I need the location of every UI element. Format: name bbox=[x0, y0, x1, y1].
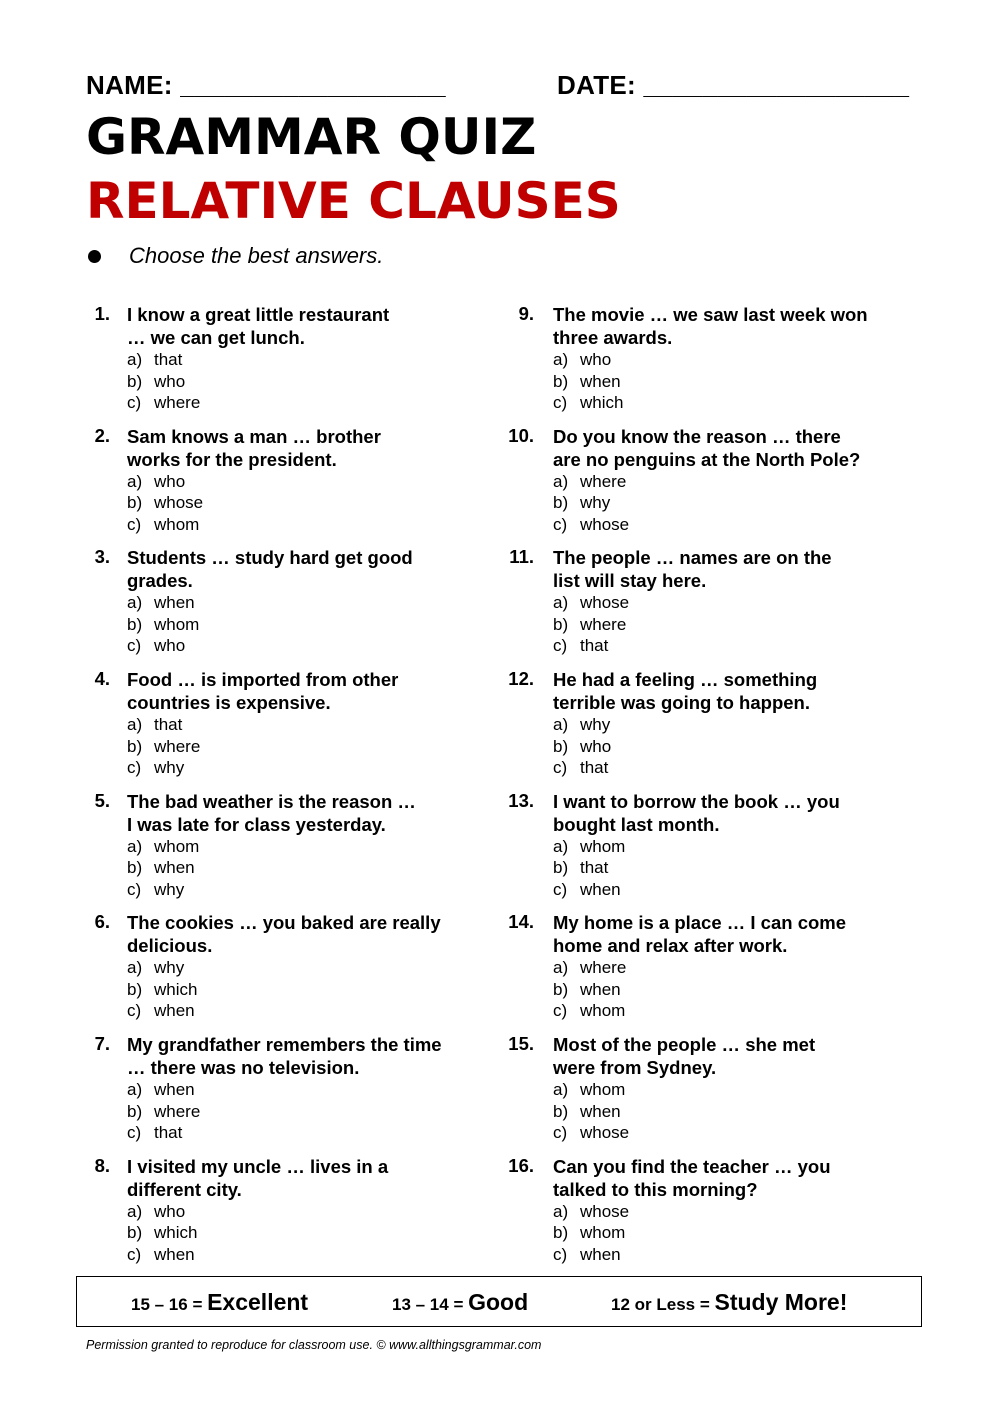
option-text: when bbox=[580, 979, 621, 999]
question-body bbox=[127, 1155, 487, 1266]
option-text: who bbox=[154, 636, 186, 656]
question-body bbox=[553, 790, 903, 901]
option-text: when bbox=[580, 879, 621, 899]
question-number: 8. bbox=[94, 1154, 110, 1176]
option-letter: a) bbox=[553, 1080, 569, 1100]
question-number: 6. bbox=[94, 911, 110, 933]
option-text: whom bbox=[580, 836, 626, 856]
option-letter: a) bbox=[127, 350, 143, 369]
option-letter: b) bbox=[127, 736, 143, 756]
option-text: that bbox=[580, 758, 609, 778]
answer-option[interactable] bbox=[553, 736, 903, 758]
question-text: Students … study hard get good grades. bbox=[127, 547, 413, 592]
question-text: The bad weather is the reason … I was late for class yesterday. bbox=[127, 790, 416, 835]
question-number: 11. bbox=[509, 546, 534, 568]
answer-option[interactable] bbox=[553, 957, 903, 979]
footer-permission: Permission granted to reproduce for classroom use. © www.allthingsgrammar.com bbox=[86, 1338, 542, 1352]
score-label: Good bbox=[468, 1289, 529, 1315]
answer-option[interactable] bbox=[553, 514, 903, 536]
question-text: Can you find the teacher … you talked to this morning? bbox=[553, 1155, 831, 1200]
question-number: 16. bbox=[508, 1154, 534, 1176]
score-excellent bbox=[131, 1289, 308, 1316]
score-label: Study More! bbox=[714, 1289, 848, 1315]
option-letter: a) bbox=[127, 593, 143, 613]
score-range: 13 – 14 = bbox=[392, 1295, 469, 1314]
answer-option[interactable] bbox=[127, 371, 487, 393]
question-text: The cookies … you baked are really delicious. bbox=[127, 912, 441, 957]
option-text: which bbox=[580, 393, 624, 412]
option-letter: c) bbox=[553, 1244, 568, 1264]
answer-option[interactable] bbox=[127, 979, 487, 1001]
question-item bbox=[500, 546, 920, 668]
answer-option[interactable] bbox=[127, 514, 487, 536]
option-text: whom bbox=[154, 514, 200, 534]
question-item bbox=[86, 790, 506, 912]
option-text: which bbox=[154, 1223, 198, 1243]
answer-option[interactable] bbox=[127, 957, 487, 979]
option-letter: b) bbox=[553, 1101, 569, 1121]
answer-option[interactable] bbox=[127, 392, 487, 414]
answer-option[interactable] bbox=[553, 635, 903, 657]
option-letter: a) bbox=[553, 350, 569, 369]
question-body bbox=[553, 911, 903, 1022]
option-text: whose bbox=[580, 593, 630, 613]
option-letter: a) bbox=[553, 836, 569, 856]
question-body bbox=[553, 668, 903, 779]
option-text: when bbox=[580, 1101, 621, 1121]
answer-option[interactable] bbox=[553, 857, 903, 879]
question-body bbox=[127, 546, 487, 657]
answer-option[interactable] bbox=[127, 1222, 487, 1244]
bullet-icon bbox=[88, 250, 101, 263]
option-letter: c) bbox=[127, 514, 142, 534]
option-text: when bbox=[154, 593, 195, 613]
answer-option[interactable] bbox=[127, 492, 487, 514]
option-letter: a) bbox=[127, 471, 143, 491]
option-text: why bbox=[154, 879, 185, 899]
question-item bbox=[500, 425, 920, 547]
score-study-more bbox=[611, 1289, 847, 1316]
answer-option[interactable] bbox=[553, 836, 903, 858]
option-letter: a) bbox=[127, 1201, 143, 1221]
question-item bbox=[86, 668, 506, 790]
option-text: whom bbox=[154, 836, 200, 856]
question-text: The people … names are on the list will stay here. bbox=[553, 547, 832, 592]
question-text: My home is a place … I can come home and relax after work. bbox=[553, 912, 847, 957]
answer-option[interactable] bbox=[553, 1079, 903, 1101]
question-text: I want to borrow the book … you bought last month. bbox=[553, 790, 840, 835]
option-text: where bbox=[580, 471, 627, 491]
option-text: why bbox=[580, 715, 611, 735]
answer-option[interactable] bbox=[127, 592, 487, 614]
option-text: when bbox=[154, 1080, 195, 1100]
question-number: 9. bbox=[518, 303, 534, 324]
answer-option[interactable] bbox=[553, 392, 903, 414]
option-letter: c) bbox=[127, 758, 142, 778]
question-number: 13. bbox=[508, 789, 534, 811]
question-body bbox=[553, 425, 903, 536]
answer-option[interactable] bbox=[553, 1244, 903, 1266]
question-body bbox=[127, 668, 487, 779]
question-item bbox=[500, 303, 920, 425]
answer-option[interactable] bbox=[553, 1201, 903, 1223]
answer-option[interactable] bbox=[127, 635, 487, 657]
option-letter: b) bbox=[127, 1101, 143, 1121]
option-letter: a) bbox=[127, 958, 143, 978]
option-text: that bbox=[580, 636, 609, 656]
question-number: 5. bbox=[94, 789, 110, 811]
answer-option[interactable] bbox=[553, 614, 903, 636]
answer-option[interactable] bbox=[127, 349, 487, 371]
question-text: He had a feeling … something terrible was going to happen. bbox=[553, 669, 818, 714]
option-text: where bbox=[154, 736, 201, 756]
option-letter: c) bbox=[127, 1244, 142, 1264]
option-letter: a) bbox=[553, 1201, 569, 1221]
option-letter: c) bbox=[127, 1001, 142, 1021]
option-text: whose bbox=[580, 1123, 630, 1143]
score-legend bbox=[76, 1276, 922, 1327]
question-item bbox=[86, 303, 506, 425]
option-text: who bbox=[580, 350, 612, 369]
question-body bbox=[553, 1155, 903, 1266]
option-text: whose bbox=[580, 514, 630, 534]
option-text: who bbox=[154, 1201, 186, 1221]
name-field-label: NAME: __________________ bbox=[86, 70, 446, 100]
option-letter: a) bbox=[553, 471, 569, 491]
option-text: that bbox=[154, 1123, 183, 1143]
question-item bbox=[86, 1155, 506, 1277]
question-text: The movie … we saw last week won three awards. bbox=[553, 304, 868, 348]
option-text: who bbox=[154, 471, 186, 491]
answer-option[interactable] bbox=[127, 1079, 487, 1101]
question-text: Sam knows a man … brother works for the president. bbox=[127, 425, 381, 470]
option-text: whose bbox=[154, 493, 204, 513]
question-body bbox=[553, 1033, 903, 1144]
score-range: 15 – 16 = bbox=[131, 1295, 208, 1314]
answer-option[interactable] bbox=[127, 736, 487, 758]
answer-option[interactable] bbox=[127, 1201, 487, 1223]
option-letter: c) bbox=[553, 514, 568, 534]
option-letter: c) bbox=[127, 636, 142, 656]
question-text: I visited my uncle … lives in a different city. bbox=[127, 1155, 389, 1200]
option-text: why bbox=[580, 493, 611, 513]
option-text: that bbox=[154, 350, 183, 369]
question-body bbox=[553, 303, 903, 414]
question-text: My grandfather remembers the time … there was no television. bbox=[127, 1034, 442, 1079]
question-body bbox=[553, 546, 903, 657]
option-text: when bbox=[154, 1001, 195, 1021]
option-text: when bbox=[154, 858, 195, 878]
answer-option[interactable] bbox=[553, 471, 903, 493]
answer-option[interactable] bbox=[127, 836, 487, 858]
score-range: 12 or Less = bbox=[611, 1295, 715, 1314]
answer-option[interactable] bbox=[127, 1244, 487, 1266]
answer-option[interactable] bbox=[127, 714, 487, 736]
option-letter: c) bbox=[553, 879, 568, 899]
question-item bbox=[86, 425, 506, 547]
option-text: that bbox=[580, 858, 609, 878]
option-text: whom bbox=[154, 614, 200, 634]
option-letter: b) bbox=[127, 979, 143, 999]
option-text: that bbox=[154, 715, 183, 735]
question-body bbox=[127, 790, 487, 901]
option-text: when bbox=[154, 1244, 195, 1264]
option-letter: c) bbox=[553, 636, 568, 656]
question-item bbox=[500, 790, 920, 912]
answer-option[interactable] bbox=[127, 857, 487, 879]
answer-option[interactable] bbox=[127, 1122, 487, 1144]
answer-option[interactable] bbox=[127, 1000, 487, 1022]
question-body bbox=[127, 303, 487, 414]
question-number: 14. bbox=[508, 911, 534, 933]
option-letter: c) bbox=[553, 1123, 568, 1143]
question-number: 4. bbox=[94, 668, 110, 690]
question-body bbox=[127, 1033, 487, 1144]
option-text: who bbox=[580, 736, 612, 756]
answer-option[interactable] bbox=[127, 757, 487, 779]
question-body bbox=[127, 425, 487, 536]
option-letter: a) bbox=[553, 593, 569, 613]
option-letter: c) bbox=[127, 393, 142, 412]
question-number: 7. bbox=[94, 1033, 110, 1055]
answer-option[interactable] bbox=[553, 1101, 903, 1123]
answer-option[interactable] bbox=[553, 492, 903, 514]
answer-option[interactable] bbox=[553, 757, 903, 779]
option-letter: b) bbox=[553, 858, 569, 878]
option-letter: b) bbox=[553, 493, 569, 513]
score-label: Excellent bbox=[207, 1289, 309, 1315]
page-subtitle: RELATIVE CLAUSES bbox=[86, 172, 621, 230]
answer-option[interactable] bbox=[553, 1122, 903, 1144]
option-letter: b) bbox=[127, 858, 143, 878]
answer-option[interactable] bbox=[127, 1101, 487, 1123]
question-number: 2. bbox=[94, 424, 110, 446]
question-column-right bbox=[500, 303, 920, 1277]
option-letter: b) bbox=[127, 614, 143, 634]
question-number: 10. bbox=[508, 424, 534, 446]
question-text: Food … is imported from other countries is expensive. bbox=[127, 669, 399, 714]
option-text: why bbox=[154, 758, 185, 778]
question-text: Do you know the reason … there are no penguins at the North Pole? bbox=[553, 425, 861, 470]
option-text: whom bbox=[580, 1080, 626, 1100]
option-letter: b) bbox=[553, 979, 569, 999]
option-letter: b) bbox=[553, 614, 569, 634]
question-item bbox=[86, 911, 506, 1033]
answer-option[interactable] bbox=[127, 471, 487, 493]
option-letter: a) bbox=[127, 715, 143, 735]
answer-option[interactable] bbox=[553, 1000, 903, 1022]
option-letter: a) bbox=[127, 1080, 143, 1100]
question-item bbox=[86, 1033, 506, 1155]
answer-option[interactable] bbox=[553, 1222, 903, 1244]
question-item bbox=[500, 668, 920, 790]
question-item bbox=[500, 1033, 920, 1155]
question-text: I know a great little restaurant … we can get lunch. bbox=[127, 304, 390, 348]
answer-option[interactable] bbox=[127, 614, 487, 636]
answer-option[interactable] bbox=[127, 879, 487, 901]
option-letter: a) bbox=[127, 836, 143, 856]
question-column-left bbox=[86, 303, 506, 1277]
option-text: whose bbox=[580, 1201, 630, 1221]
option-letter: a) bbox=[553, 715, 569, 735]
instruction-text: Choose the best answers. bbox=[129, 243, 384, 268]
answer-option[interactable] bbox=[553, 592, 903, 614]
question-item bbox=[500, 911, 920, 1033]
option-text: where bbox=[154, 1101, 201, 1121]
question-item bbox=[500, 1155, 920, 1277]
option-letter: b) bbox=[127, 371, 143, 391]
option-text: which bbox=[154, 979, 198, 999]
option-letter: c) bbox=[553, 1001, 568, 1021]
option-text: who bbox=[154, 371, 186, 391]
option-letter: c) bbox=[553, 758, 568, 778]
question-number: 15. bbox=[508, 1033, 534, 1055]
question-number: 3. bbox=[94, 546, 110, 568]
answer-option[interactable] bbox=[553, 349, 903, 371]
option-text: when bbox=[580, 1244, 621, 1264]
date-field-label: DATE: __________________ bbox=[557, 70, 910, 100]
question-number: 12. bbox=[508, 668, 534, 690]
option-letter: b) bbox=[553, 371, 569, 391]
option-text: whom bbox=[580, 1001, 626, 1021]
answer-option[interactable] bbox=[553, 979, 903, 1001]
option-text: where bbox=[154, 393, 201, 412]
option-letter: b) bbox=[127, 493, 143, 513]
option-text: why bbox=[154, 958, 185, 978]
option-letter: c) bbox=[127, 879, 142, 899]
score-good bbox=[392, 1289, 528, 1316]
option-letter: b) bbox=[553, 1223, 569, 1243]
option-letter: c) bbox=[127, 1123, 142, 1143]
option-text: whom bbox=[580, 1223, 626, 1243]
answer-option[interactable] bbox=[553, 371, 903, 393]
option-text: where bbox=[580, 614, 627, 634]
page-title: GRAMMAR QUIZ bbox=[86, 108, 537, 166]
option-letter: b) bbox=[553, 736, 569, 756]
answer-option[interactable] bbox=[553, 879, 903, 901]
option-letter: b) bbox=[127, 1223, 143, 1243]
question-body bbox=[127, 911, 487, 1022]
answer-option[interactable] bbox=[553, 714, 903, 736]
option-text: where bbox=[580, 958, 627, 978]
question-number: 1. bbox=[94, 303, 110, 324]
option-text: when bbox=[580, 371, 621, 391]
question-text: Most of the people … she met were from Sydney. bbox=[553, 1034, 816, 1079]
instruction bbox=[86, 243, 383, 269]
question-item bbox=[86, 546, 506, 668]
option-letter: c) bbox=[553, 393, 568, 412]
option-letter: a) bbox=[553, 958, 569, 978]
